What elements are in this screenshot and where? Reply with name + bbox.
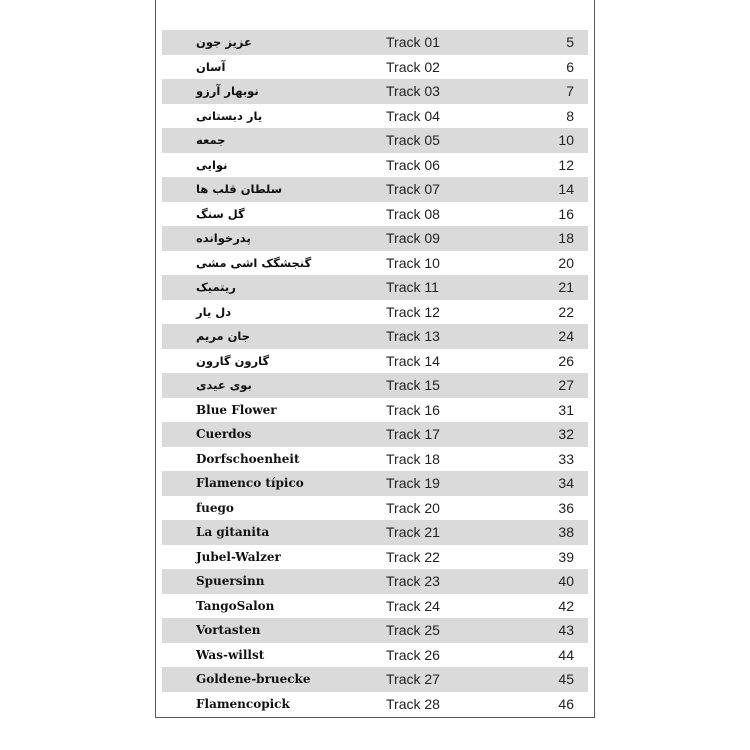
page-number: 20 [558,254,574,271]
track-title: آسان [196,59,226,74]
page-number: 31 [558,401,574,418]
track-number: Track 01 [386,34,440,50]
track-title: TangoSalon [196,598,275,613]
track-title: دل یار [196,304,232,319]
track-row [162,667,588,692]
track-title: نوایی [196,157,228,172]
track-number: Track 10 [386,254,440,271]
page-number: 22 [558,303,574,320]
page-number: 42 [558,597,574,614]
track-number: Track 21 [386,524,440,540]
track-row [162,202,588,227]
page-number: 18 [558,230,574,246]
track-number: Track 28 [386,695,440,712]
track-title: Goldene-bruecke [196,672,311,686]
track-list [162,30,588,716]
page-number: 8 [566,107,574,124]
track-row [162,55,588,80]
page-number: 43 [558,622,574,638]
track-row [162,398,588,423]
track-row [162,618,588,643]
track-title: Vortasten [196,623,261,637]
track-row [162,520,588,545]
page-number: 33 [558,450,574,467]
track-number: Track 11 [386,279,439,295]
track-row [162,373,588,398]
track-number: Track 12 [386,303,440,320]
page-number: 46 [558,695,574,712]
track-row [162,349,588,374]
track-title: Spuersinn [196,574,265,588]
page-number: 6 [566,58,574,75]
track-title: بوی عیدی [196,378,252,392]
track-number: Track 26 [386,646,440,663]
page-number: 27 [558,377,574,393]
track-title: La gitanita [196,525,270,539]
track-row [162,300,588,325]
page-number: 44 [558,646,574,663]
track-row [162,128,588,153]
track-row [162,422,588,447]
track-title: جمعه [196,133,226,147]
page-number: 26 [558,352,574,369]
track-row [162,496,588,521]
track-number: Track 13 [386,328,440,344]
track-number: Track 18 [386,450,440,467]
track-row [162,569,588,594]
page-number: 45 [558,671,574,687]
track-number: Track 24 [386,597,440,614]
page-number: 34 [558,475,574,491]
track-number: Track 27 [386,671,440,687]
track-title: گارون گارون [196,353,270,368]
page-number: 32 [558,426,574,442]
track-row [162,447,588,472]
track-title: عزیز جون [196,35,252,49]
track-number: Track 06 [386,156,440,173]
track-row [162,177,588,202]
track-number: Track 03 [386,83,440,99]
track-number: Track 20 [386,499,440,516]
track-title: Flamenco típico [196,476,304,490]
page-number: 10 [558,132,574,148]
track-number: Track 14 [386,352,440,369]
track-number: Track 22 [386,548,440,565]
page-number: 16 [558,205,574,222]
track-title: fuego [196,500,234,515]
track-row [162,594,588,619]
track-row [162,643,588,668]
track-number: Track 02 [386,58,440,75]
track-title: Cuerdos [196,427,252,441]
track-title: Jubel-Walzer [196,549,281,564]
track-row [162,153,588,178]
track-row [162,226,588,251]
page-number: 24 [558,328,574,344]
track-title: یار دبستانی [196,108,263,123]
track-title: Dorfschoenheit [196,451,300,466]
track-row [162,104,588,129]
track-row [162,30,588,55]
track-title: نوبهار آرزو [196,84,259,98]
track-title: گل سنگ [196,206,245,221]
track-number: Track 09 [386,230,440,246]
track-number: Track 25 [386,622,440,638]
track-title: Blue Flower [196,402,277,417]
track-row [162,275,588,300]
page-number: 5 [566,34,574,50]
page-number: 14 [558,181,574,197]
track-number: Track 07 [386,181,440,197]
track-number: Track 19 [386,475,440,491]
track-number: Track 17 [386,426,440,442]
track-title: ریتمیک [196,280,236,294]
track-title: پدرخوانده [196,231,251,245]
track-number: Track 15 [386,377,440,393]
track-title: Flamencopick [196,696,290,711]
track-number: Track 04 [386,107,440,124]
track-number: Track 05 [386,132,440,148]
track-row [162,471,588,496]
page-number: 39 [558,548,574,565]
page-number: 12 [558,156,574,173]
track-number: Track 23 [386,573,440,589]
page-number: 38 [558,524,574,540]
track-row [162,692,588,717]
track-row [162,545,588,570]
track-number: Track 08 [386,205,440,222]
page-number: 7 [566,83,574,99]
track-row [162,324,588,349]
track-number: Track 16 [386,401,440,418]
track-row [162,79,588,104]
track-title: Was-willst [196,647,265,662]
page-number: 21 [558,279,574,295]
track-title: گنجشگک اشی مشی [196,255,312,270]
page-number: 36 [558,499,574,516]
track-title: سلطان قلب ها [196,182,283,196]
page-number: 40 [558,573,574,589]
track-row [162,251,588,276]
track-title: جان مریم [196,329,251,343]
